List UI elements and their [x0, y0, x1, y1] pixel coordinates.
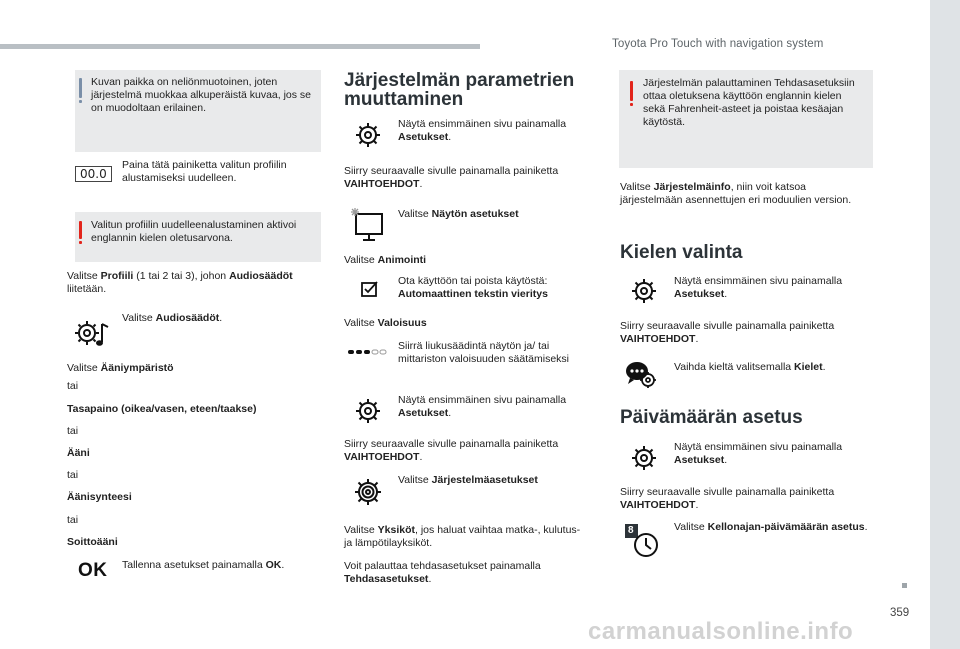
clock-icon-badge: 8	[628, 525, 634, 536]
header-bar	[0, 44, 480, 49]
language-icon	[624, 360, 660, 392]
language-options-step-text: Siirry seuraavalle sivulle painamalla painiketta VAIHTOEHDOT.	[620, 320, 835, 345]
counter-reset-text: Paina tätä painiketta valitun profiilin alustamiseksi uudelleen.	[122, 159, 287, 184]
factory-warning-text: Järjestelmän palauttaminen Tehdasasetuksiin ottaa oletuksena käyttöön englannin kielen sekä Fahrenheit-asteet ja poistaa kesäajan käytöstä.	[643, 77, 855, 128]
surround-text: Valitse Ääniympäristö	[67, 362, 174, 374]
ringtone-text: Soittoääni	[67, 536, 118, 548]
clock-icon	[624, 522, 662, 560]
date-settings-step-text: Näytä ensimmäinen sivu painamalla Asetukset.	[674, 441, 843, 466]
display-settings-text: Valitse Näytön asetukset	[398, 208, 519, 220]
warning-icon	[79, 221, 82, 239]
page-header-title: Toyota Pro Touch with navigation system	[612, 38, 824, 50]
gear-icon	[354, 397, 382, 425]
system-params-title: Järjestelmän parametrien muuttaminen	[344, 70, 575, 110]
profile-select-text: Valitse Profiili (1 tai 2 tai 3), johon Audiosäädöt liitetään.	[67, 270, 293, 295]
gear-icon	[354, 121, 382, 149]
page-number: 359	[890, 607, 910, 619]
animation-text: Valitse Animointi	[344, 254, 427, 266]
date-title: Päivämäärän asetus	[620, 407, 803, 428]
counter-button-icon: 00.0	[75, 166, 112, 182]
system-settings-icon	[352, 476, 384, 508]
warning-note	[75, 212, 321, 262]
or-text-4: tai	[67, 514, 79, 526]
gear-icon	[630, 444, 658, 472]
watermark: carmanualsonline.info	[588, 618, 854, 645]
system-settings-text: Valitse Järjestelmäasetukset	[398, 474, 538, 486]
balance-text: Tasapaino (oikea/vasen, eteen/taakse)	[67, 403, 257, 415]
language-select-text: Vaihda kieltä valitsemalla Kielet.	[674, 361, 826, 373]
brightness-text: Valitse Valoisuus	[344, 317, 427, 329]
language-title: Kielen valinta	[620, 242, 743, 263]
options-step-text-2: Siirry seuraavalle sivulle painamalla painiketta VAIHTOEHDOT.	[344, 438, 559, 463]
sound-text: Ääni	[67, 447, 90, 459]
autoscroll-text: Ota käyttöön tai poista käytöstä: Automaattinen tekstin vieritys	[398, 275, 548, 300]
brightness-slider-icon	[347, 348, 389, 356]
page-nav-dot	[902, 583, 907, 588]
audio-settings-text: Valitse Audiosäädöt.	[122, 312, 223, 324]
factory-warning-note	[619, 70, 873, 168]
language-settings-step-text: Näytä ensimmäinen sivu painamalla Asetukset.	[674, 275, 843, 300]
gear-icon	[630, 277, 658, 305]
info-note	[75, 70, 321, 152]
date-options-step-text: Siirry seuraavalle sivulle painamalla painiketta VAIHTOEHDOT.	[620, 486, 835, 511]
audio-settings-icon	[72, 314, 114, 354]
units-text: Valitse Yksiköt, jos haluat vaihtaa matka-, kulutus- ja lämpötilayksiköt.	[344, 524, 581, 549]
date-select-text: Valitse Kellonajan-päivämäärän asetus.	[674, 521, 868, 533]
options-step-text-1: Siirry seuraavalle sivulle painamalla painiketta VAIHTOEHDOT.	[344, 165, 559, 190]
info-note-text: Kuvan paikka on neliönmuotoinen, joten järjestelmä muokkaa alkuperäistä kuvaa, jos se on muodoltaan erilainen.	[91, 76, 312, 114]
info-icon	[79, 78, 82, 98]
system-info-text: Valitse Järjestelmäinfo, niin voit katsoa järjestelmään asennettujen eri moduulien version.	[620, 181, 852, 206]
save-settings-text: Tallenna asetukset painamalla OK.	[122, 559, 285, 571]
or-text-1: tai	[67, 380, 79, 392]
brightness-slider-text: Siirrä liukusäädintä näytön ja/ tai mittariston valoisuuden säätämiseksi	[398, 340, 569, 365]
or-text-3: tai	[67, 469, 79, 481]
warning-icon	[630, 81, 633, 101]
synthesis-text: Äänisynteesi	[67, 491, 132, 503]
settings-step-text-1: Näytä ensimmäinen sivu painamalla Asetukset.	[398, 118, 567, 143]
warning-note-text: Valitun profiilin uudelleenalustaminen aktivoi englannin kielen oletusarvona.	[91, 219, 297, 244]
settings-step-text-2: Näytä ensimmäinen sivu painamalla Asetukset.	[398, 394, 567, 419]
or-text-2: tai	[67, 425, 79, 437]
ok-button-icon: OK	[78, 560, 108, 581]
display-settings-icon	[346, 204, 386, 244]
checkbox-icon	[360, 279, 380, 299]
page-side-strip	[930, 0, 960, 649]
factory-reset-text: Voit palauttaa tehdasasetukset painamalla Tehdasasetukset.	[344, 560, 541, 585]
